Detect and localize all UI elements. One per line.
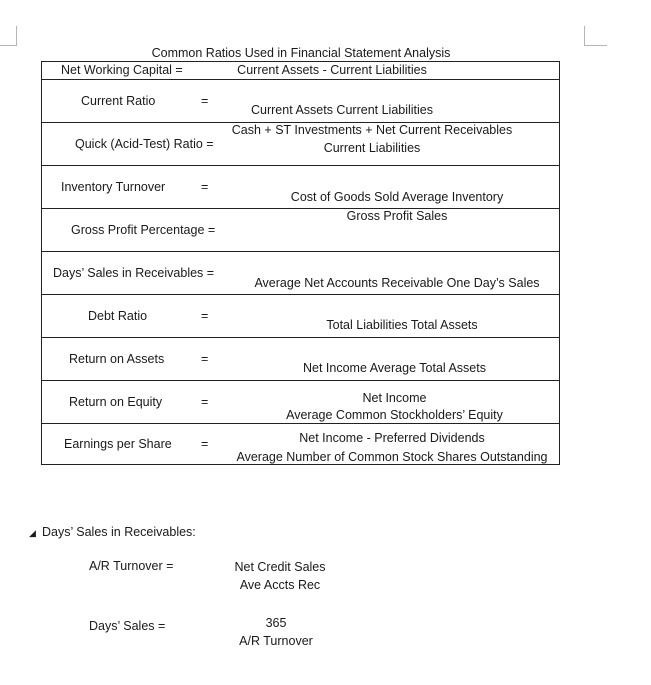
table-title: Common Ratios Used in Financial Statement Analysis — [151, 46, 451, 60]
ar-turnover-label: A/R Turnover = — [89, 559, 174, 573]
ratio-formula: Gross Profit Sales — [346, 209, 448, 223]
ratio-numerator: Cash + ST Investments + Net Current Receivables — [231, 123, 513, 137]
ratio-denominator: Average Common Stockholders’ Equity — [286, 408, 503, 422]
days-sales-fraction — [226, 614, 326, 650]
ratio-denominator: Current Liabilities — [323, 141, 421, 155]
ratio-label: Earnings per Share — [64, 437, 172, 451]
ratio-numerator: Net Income — [362, 391, 427, 405]
table-cell — [42, 252, 560, 295]
ar-turnover-numerator: Net Credit Sales — [234, 560, 326, 574]
ratio-label: Return on Equity — [69, 395, 163, 409]
table-cell — [42, 80, 560, 123]
ratio-label: Net Working Capital = — [61, 63, 183, 77]
table-cell — [42, 381, 560, 424]
table-row — [42, 295, 560, 338]
ar-turnover-fraction — [220, 558, 340, 594]
equals-sign: = — [201, 352, 209, 366]
table-cell — [42, 338, 560, 381]
table-cell — [42, 424, 560, 465]
table-row — [42, 166, 560, 209]
collapse-triangle-icon[interactable]: ◢ — [29, 528, 36, 538]
section-heading-text: Days’ Sales in Receivables: — [42, 525, 196, 539]
ratio-numerator: Net Income - Preferred Dividends — [299, 431, 485, 445]
equals-sign: = — [201, 94, 209, 108]
ratio-label: Inventory Turnover — [61, 180, 166, 194]
page-corner-mark — [0, 45, 16, 46]
ratio-formula: Average Net Accounts Receivable One Day’s Sales — [254, 276, 540, 290]
equals-sign: = — [201, 437, 209, 451]
table-row — [42, 338, 560, 381]
table-row — [42, 252, 560, 295]
equals-sign: = — [201, 309, 209, 323]
table-cell — [42, 209, 560, 252]
ratio-label: Days’ Sales in Receivables = — [53, 266, 215, 280]
days-sales-denominator: A/R Turnover — [239, 634, 313, 648]
ratio-formula: Total Liabilities Total Assets — [326, 318, 478, 332]
ratio-label: Gross Profit Percentage = — [71, 223, 216, 237]
ratio-denominator: Average Number of Common Stock Shares Outstanding — [236, 450, 548, 464]
ratio-formula: Current Assets - Current Liabilities — [237, 63, 427, 77]
table-cell — [42, 166, 560, 209]
page-corner-mark — [584, 26, 585, 46]
days-sales-label: Days’ Sales = — [89, 619, 166, 633]
table-cell — [42, 295, 560, 338]
table-row — [42, 424, 560, 465]
ar-turnover-denominator: Ave Accts Rec — [239, 578, 321, 592]
ratio-formula: Current Assets Current Liabilities — [250, 103, 434, 117]
ratios-table — [41, 61, 560, 465]
ratio-label: Return on Assets — [69, 352, 165, 366]
ratio-formula: Cost of Goods Sold Average Inventory — [290, 190, 504, 204]
table-row — [42, 381, 560, 424]
page-corner-mark — [585, 45, 607, 46]
page-corner-mark — [16, 26, 17, 46]
ratio-label: Debt Ratio — [88, 309, 148, 323]
table-row — [42, 209, 560, 252]
equals-sign: = — [201, 180, 209, 194]
ratio-label: Quick (Acid-Test) Ratio = — [75, 137, 214, 151]
table-row — [42, 123, 560, 166]
table-row — [42, 62, 560, 80]
table-cell — [42, 123, 560, 166]
section-heading[interactable] — [29, 525, 196, 539]
ratio-label: Current Ratio — [81, 94, 156, 108]
equals-sign: = — [201, 395, 209, 409]
table-cell — [42, 62, 560, 80]
table-row — [42, 80, 560, 123]
ratio-formula: Net Income Average Total Assets — [303, 361, 486, 375]
days-sales-numerator: 365 — [265, 616, 287, 630]
